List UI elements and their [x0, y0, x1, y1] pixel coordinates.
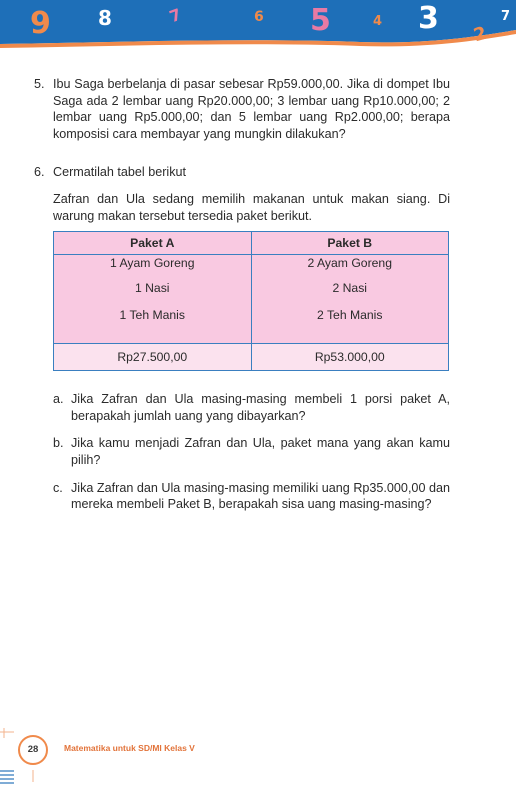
problem-number: 5. — [34, 77, 45, 91]
sub-question-text: Jika kamu menjadi Zafran dan Ula, paket mana yang akan kamu pilih? — [71, 436, 450, 467]
paket-table — [53, 231, 449, 371]
table-cell-paket-b-items — [251, 255, 449, 344]
problem-6 — [34, 164, 450, 371]
sub-question-label: c. — [53, 480, 63, 495]
problem-intro: Zafran dan Ula sedang memilih makanan untuk makan siang. Di warung makan tersebut tersedia paket berikut. — [53, 191, 450, 223]
table-item: 2 Nasi — [332, 281, 368, 296]
table-items-row — [54, 255, 449, 344]
header-digit-7b: 7 — [501, 9, 511, 24]
table-cell-paket-a-items — [54, 255, 252, 344]
book-title: Matematika untuk SD/MI Kelas V — [64, 743, 195, 753]
header-digit-2: 2 — [471, 22, 489, 47]
table-header-row — [54, 232, 449, 255]
problem-6-body — [53, 164, 450, 371]
sub-question-label: b. — [53, 436, 64, 451]
table-item: 1 Ayam Goreng — [110, 256, 195, 271]
header-digit-3: 3 — [418, 1, 439, 36]
header-digit-6: 6 — [254, 9, 264, 25]
sub-question-c — [53, 480, 450, 513]
table-item: 1 Nasi — [134, 281, 170, 296]
table-item: 2 Ayam Goreng — [307, 256, 392, 271]
table-price-paket-a: Rp27.500,00 — [54, 344, 252, 371]
header-digit-8: 8 — [98, 6, 112, 30]
header-digit-7: 7 — [166, 4, 184, 27]
header-digit-9: 9 — [30, 6, 51, 41]
problem-title: Cermatilah tabel berikut — [53, 165, 186, 180]
page-number-badge: 28 — [18, 735, 48, 765]
problem-5 — [34, 76, 450, 142]
header-band — [0, 0, 516, 50]
footer-decoration — [0, 728, 516, 784]
sub-question-a — [53, 391, 450, 424]
table-header-paket-a: Paket A — [54, 232, 252, 255]
footer — [0, 728, 516, 784]
sub-questions — [53, 391, 450, 513]
sub-question-text: Jika Zafran dan Ula masing-masing memiliki uang Rp35.000,00 dan mereka membeli Paket B, berapakah sisa uang masing-masing? — [71, 480, 450, 512]
header-digit-4: 4 — [373, 14, 383, 29]
sub-question-b — [53, 435, 450, 468]
header-digit-5: 5 — [310, 3, 331, 38]
table-price-paket-b: Rp53.000,00 — [251, 344, 449, 371]
table-header-paket-b: Paket B — [251, 232, 449, 255]
sub-question-text: Jika Zafran dan Ula masing-masing membeli 1 porsi paket A, berapakah jumlah uang yang dibayarkan? — [71, 392, 450, 423]
problem-number: 6. — [34, 165, 45, 180]
table-price-row — [54, 344, 449, 371]
table-item: 1 Teh Manis — [119, 307, 185, 322]
problem-text: Ibu Saga berbelanja di pasar sebesar Rp59.000,00. Jika di dompet Ibu Saga ada 2 lembar uang Rp20.000,00; 3 lembar uang Rp10.000,00; 2 lembar uang Rp5.000,00; dan 5 lembar uang Rp2.000,00; berapa komposisi cara membayar yang mungkin dilakukan? — [53, 77, 450, 141]
problems-section — [34, 76, 450, 524]
table-item: 2 Teh Manis — [317, 307, 383, 322]
sub-question-label: a. — [53, 392, 64, 407]
